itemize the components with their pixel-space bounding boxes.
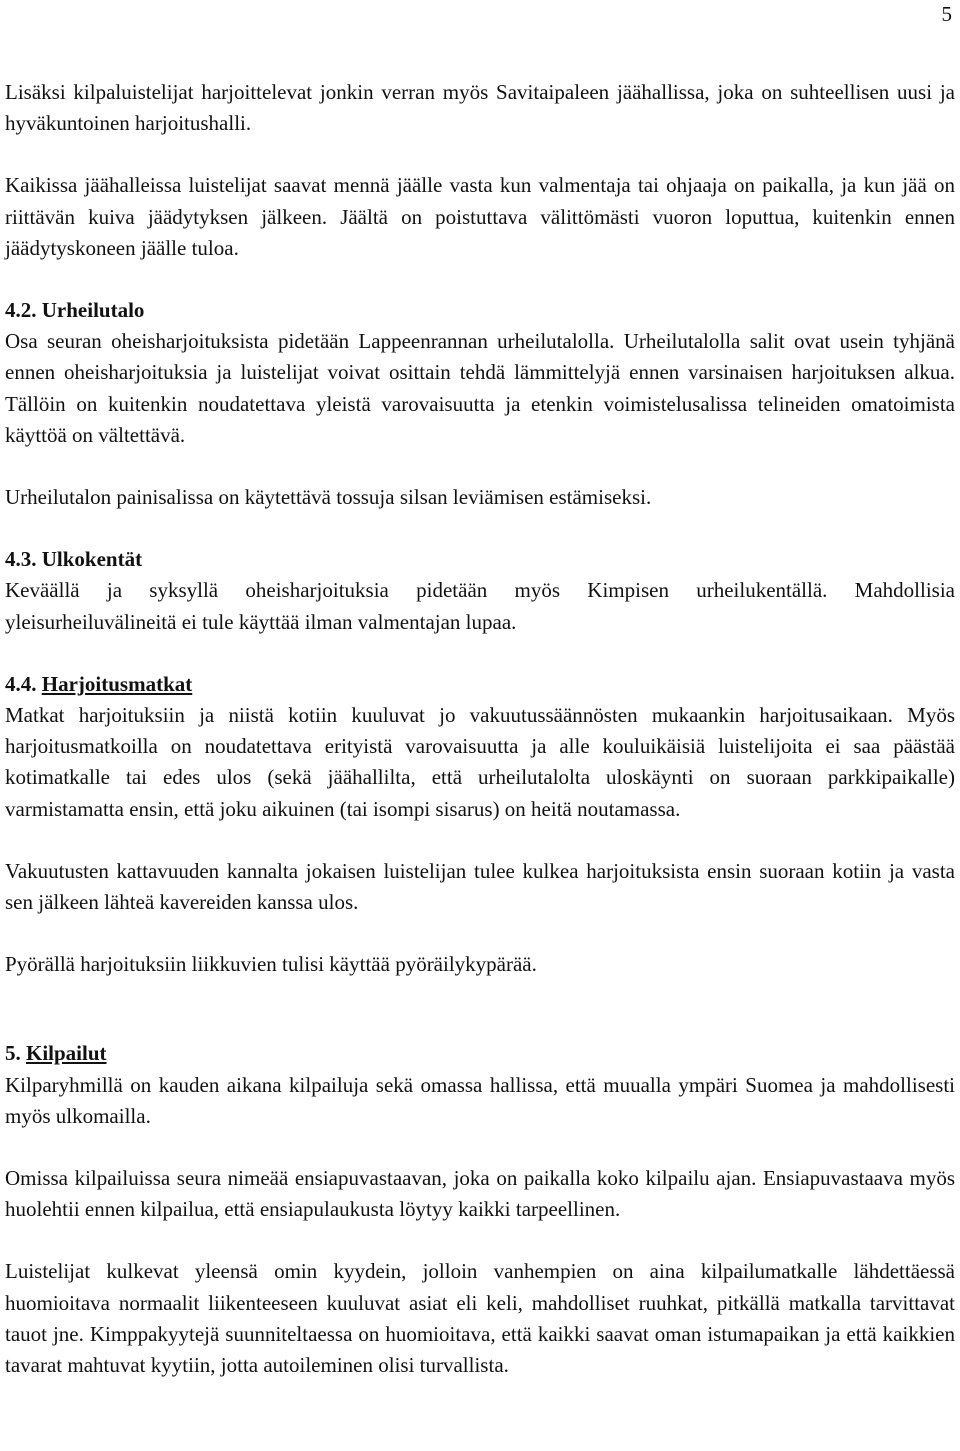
section-5-paragraph-1: Kilparyhmillä on kauden aikana kilpailuja sekä omassa hallissa, että muualla ympäri Suomea ja mahdollisesti myös ulkomailla. [5,1072,955,1128]
section-number: 4.3. [5,547,37,572]
section-heading-4-3 [5,544,955,575]
section-heading-4-2 [5,295,955,326]
section-4-4-paragraph-2: Vakuutusten kattavuuden kannalta jokaisen luistelijan tulee kulkea harjoituksista ensin suoraan kotiin ja vasta sen jälkeen lähteä kavereiden kanssa ulos. [5,858,955,915]
section-heading-5 [5,1038,955,1069]
section-4-2-paragraph-2: Urheilutalon painisalissa on käytettävä tossuja silsan leviämisen estämiseksi. [5,485,652,510]
section-number: 4.2. [5,298,37,323]
section-number: 5. [5,1041,21,1066]
section-4-2-paragraph-1: Osa seuran oheisharjoituksista pidetään Lappeenrannan urheilutalolla. Urheilutalolla salit ovat usein tyhjänä ennen oheisharjoituksia ja luistelijat voivat osittain tehdä lämmittelyjä ennen varsinaisen harjoituksen alkua. Tällöin on kuitenkin noudatettava yleistä varovaisuutta ja etenkin voimistelusalissa telineiden omatoimista käyttöä on vältettävä. [5,329,955,447]
intro-paragraph-2: Kaikissa jäähalleissa luistelijat saavat mennä jäälle vasta kun valmentaja tai ohjaaja on paikalla, ja kun jää on riittävän kuiva jäädytyksen jälkeen. Jäältä on poistuttava välittömästi vuoron loputtua, kuitenkin ennen jäädytyskoneen jäälle tuloa. [5,173,955,260]
page-number: 5 [941,2,952,26]
section-title: Ulkokentät [41,547,143,572]
section-5-paragraph-2: Omissa kilpailuissa seura nimeää ensiapuvastaavan, joka on paikalla koko kilpailu ajan. Ensiapuvastaava myös huolehtii ennen kilpailua, että ensiapulaukusta löytyy kaikki tarpeellinen. [5,1166,955,1222]
section-5-paragraph-3: Luistelijat kulkevat yleensä omin kyydein, jolloin vanhempien on aina kilpailumatkalle lähdettäessä huomioitava normaalit liikenteeseen kuuluvat asiat eli keli, mahdolliset ruuhkat, pitkällä matkalla tarvittavat tauot jne. Kimppakyytejä suunniteltaessa on huomioitava, että kaikki saavat oman istumapaikan ja että kaikkien tavarat mahtuvat kyytiin, jotta autoileminen olisi turvallista. [5,1259,955,1378]
section-title: Urheilutalo [41,298,145,323]
section-title: Kilpailut [26,1041,107,1066]
section-number: 4.4. [5,671,37,696]
section-4-4-paragraph-3: Pyörällä harjoituksiin liikkuvien tulisi käyttää pyöräilykypärää. [5,952,537,977]
section-heading-4-4 [5,669,955,700]
section-4-3-paragraph-1: Keväällä ja syksyllä oheisharjoituksia pidetään myös Kimpisen urheilukentällä. Mahdollisia yleisurheiluvälineitä ei tule käyttää ilman valmentajan lupaa. [5,578,955,634]
intro-paragraph-1: Lisäksi kilpaluistelijat harjoittelevat jonkin verran myös Savitaipaleen jäähallissa, joka on suhteellisen uusi ja hyväkuntoinen harjoitushalli. [5,80,955,136]
section-title: Harjoitusmatkat [41,671,193,696]
document-body [5,77,955,1381]
section-4-4-paragraph-1: Matkat harjoituksiin ja niistä kotiin kuuluvat jo vakuutussäännösten mukaankin harjoitusaikaan. Myös harjoitusmatkoilla on noudatettava erityistä varovaisuutta ja alle kouluikäisiä luistelijoita ei saa päästää kotimatkalle tai edes ulos (sekä jäähallilta, että urheilutalolta uloskäynti on suoraan parkkipaikalle) varmistamatta ensin, että joku aikuinen (tai isompi sisarus) on heitä noutamassa. [5,703,955,821]
